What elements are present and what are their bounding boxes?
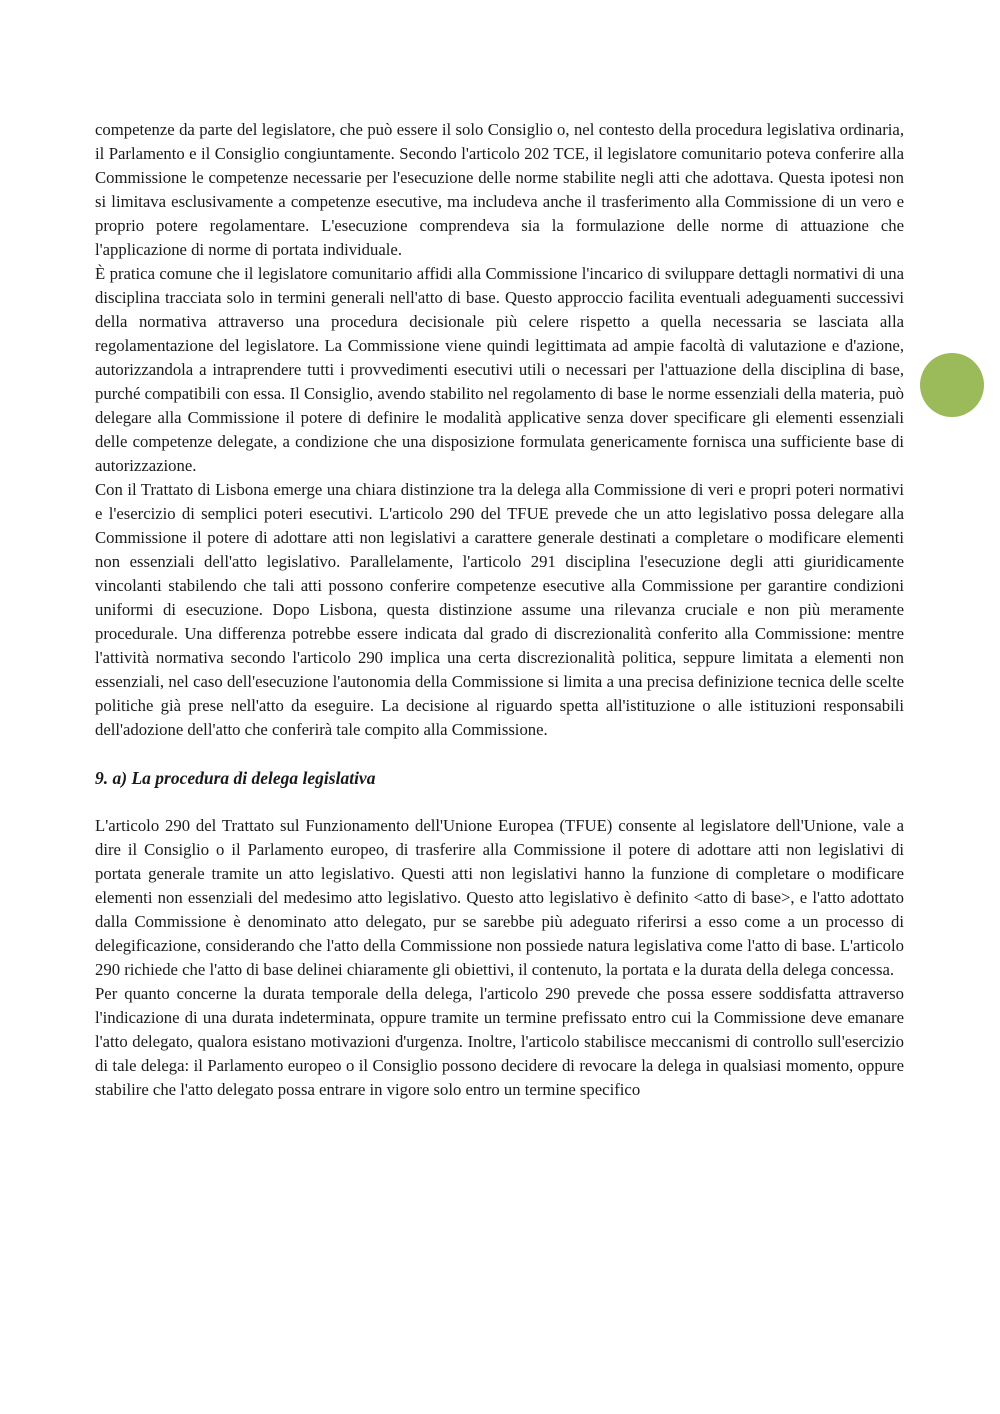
section-heading: 9. a) La procedura di delega legislativa [95,768,376,788]
paragraph: Per quanto concerne la durata temporale della delega, l'articolo 290 prevede che possa essere soddisfatta attraverso l'indicazione di una durata indeterminata, oppure tramite un termine prefissato entro cui la Commissione deve emanare l'atto delegato, qualora esistano motivazioni d'urgenza. Inoltre, l'articolo stabilisce meccanismi di controllo sull'esercizio di tale delega: il Parlamento europeo o il Consiglio possono decidere di revocare la delega in qualsiasi momento, oppure stabilire che l'atto delegato possa entrare in vigore solo entro un termine specifico [95,984,904,1099]
paragraph: Con il Trattato di Lisbona emerge una chiara distinzione tra la delega alla Commissione di veri e propri poteri normativi e l'esercizio di semplici poteri esecutivi. L'articolo 290 del TFUE prevede che un atto legislativo possa delegare alla Commissione il potere di adottare atti non legislativi a carattere generale destinati a completare o modificare elementi non essenziali dell'atto legislativo. Parallelamente, l'articolo 291 disciplina l'esecuzione degli atti giuridicamente vincolanti stabilendo che tali atti possono conferire competenze esecutive alla Commissione per garantire condizioni uniformi di esecuzione. Dopo Lisbona, questa distinzione assume una rilevanza cruciale e non più meramente procedurale. Una differenza potrebbe essere indicata dal grado di discrezionalità conferito alla Commissione: mentre l'attività normativa secondo l'articolo 290 implica una certa discrezionalità politica, seppure limitata a elementi non essenziali, nel caso dell'esecuzione l'autonomia della Commissione si limita a una precisa definizione tecnica delle scelte politiche già prese nell'atto da eseguire. La decisione al riguardo spetta all'istituzione o alle istituzioni responsabili dell'adozione dell'atto che conferirà tale compito alla Commissione. [95,480,904,739]
paragraph: È pratica comune che il legislatore comunitario affidi alla Commissione l'incarico di sviluppare dettagli normativi di una disciplina tracciata solo in termini generali nell'atto di base. Questo approccio facilita eventuali adeguamenti successivi della normativa attraverso una procedura decisionale più celere rispetto a quella necessaria se lasciata alla regolamentazione del legislatore. La Commissione viene quindi legittimata ad ampie facoltà di valutazione e d'azione, autorizzandola a intraprendere tutti i provvedimenti esecutivi utili o necessari per l'attuazione della disciplina di base, purché compatibili con essa. Il Consiglio, avendo stabilito nel regolamento di base le norme essenziali della materia, può delegare alla Commissione il potere di definire le modalità applicative senza dover specificare gli elementi essenziali delle competenze delegate, a condizione che una disposizione formulata genericamente fornisca una sufficiente base di autorizzazione. [95,264,904,475]
paragraph: competenze da parte del legislatore, che può essere il solo Consiglio o, nel contesto della procedura legislativa ordinaria, il Parlamento e il Consiglio congiuntamente. Secondo l'articolo 202 TCE, il legislatore comunitario poteva conferire alla Commissione le competenze necessarie per l'esecuzione delle norme stabilite negli atti che adottava. Questa ipotesi non si limitava esclusivamente a competenze esecutive, ma includeva anche il trasferimento alla Commissione di un vero e proprio potere regolamentare. L'esecuzione comprendeva sia la formulazione delle norme di attuazione che l'applicazione di norme di portata individuale. [95,120,904,259]
document-body [95,118,904,1102]
side-tab-marker [920,353,984,417]
paragraph: L'articolo 290 del Trattato sul Funzionamento dell'Unione Europea (TFUE) consente al legislatore dell'Unione, vale a dire il Consiglio o il Parlamento europeo, di trasferire alla Commissione il potere di adottare atti non legislativi di portata generale tramite un atto legislativo. Questi atti non legislativi hanno la funzione di completare o modificare elementi non essenziali del medesimo atto legislativo. Questo atto legislativo è definito <atto di base>, e l'atto adottato dalla Commissione è denominato atto delegato, pur se sarebbe più adeguato riferirsi a esso come a un processo di delegificazione, considerando che l'atto della Commissione non possiede natura legislativa come l'atto di base. L'articolo 290 richiede che l'atto di base delinei chiaramente gli obiettivi, il contenuto, la portata e la durata della delega concessa. [95,816,904,979]
